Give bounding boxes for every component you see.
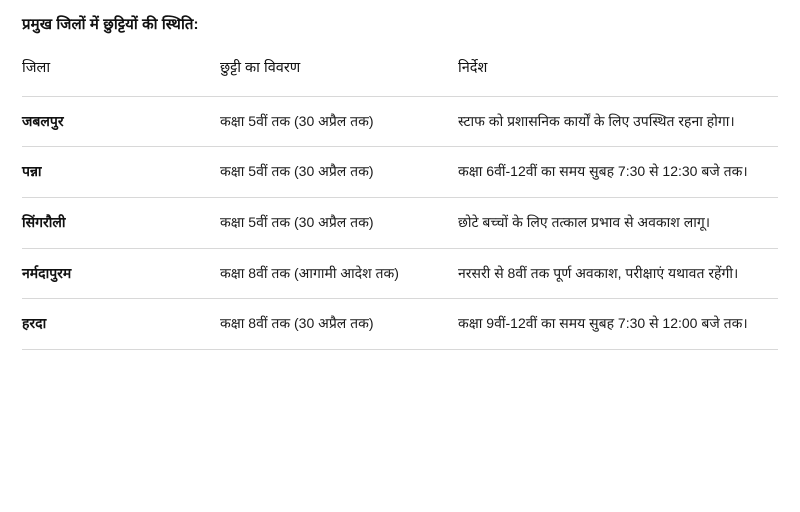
cell-holiday-details: कक्षा 5वीं तक (30 अप्रैल तक) — [220, 147, 458, 198]
cell-district: सिंगरौली — [22, 197, 220, 248]
column-header-instructions: निर्देश — [458, 54, 778, 96]
cell-instructions: कक्षा 6वीं-12वीं का समय सुबह 7:30 से 12:30 बजे तक। — [458, 147, 778, 198]
cell-holiday-details: कक्षा 8वीं तक (30 अप्रैल तक) — [220, 299, 458, 350]
cell-instructions: छोटे बच्चों के लिए तत्काल प्रभाव से अवकाश लागू। — [458, 197, 778, 248]
cell-district: हरदा — [22, 299, 220, 350]
page-title: प्रमुख जिलों में छुट्टियों की स्थिति: — [22, 16, 199, 33]
table-row — [22, 147, 778, 198]
cell-instructions: कक्षा 9वीं-12वीं का समय सुबह 7:30 से 12:00 बजे तक। — [458, 299, 778, 350]
cell-district: जबलपुर — [22, 96, 220, 147]
table-header-row — [22, 54, 778, 96]
table-body — [22, 96, 778, 349]
table-header — [22, 54, 778, 96]
table-row — [22, 197, 778, 248]
table-row — [22, 96, 778, 147]
cell-holiday-details: कक्षा 5वीं तक (30 अप्रैल तक) — [220, 96, 458, 147]
holiday-status-table — [22, 54, 778, 350]
table-row — [22, 299, 778, 350]
cell-instructions: स्टाफ को प्रशासनिक कार्यों के लिए उपस्थित रहना होगा। — [458, 96, 778, 147]
cell-holiday-details: कक्षा 5वीं तक (30 अप्रैल तक) — [220, 197, 458, 248]
table-row — [22, 248, 778, 299]
cell-district: पन्ना — [22, 147, 220, 198]
column-header-district: जिला — [22, 54, 220, 96]
cell-instructions: नरसरी से 8वीं तक पूर्ण अवकाश, परीक्षाएं यथावत रहेंगी। — [458, 248, 778, 299]
column-header-holiday-details: छुट्टी का विवरण — [220, 54, 458, 96]
cell-holiday-details: कक्षा 8वीं तक (आगामी आदेश तक) — [220, 248, 458, 299]
cell-district: नर्मदापुरम — [22, 248, 220, 299]
